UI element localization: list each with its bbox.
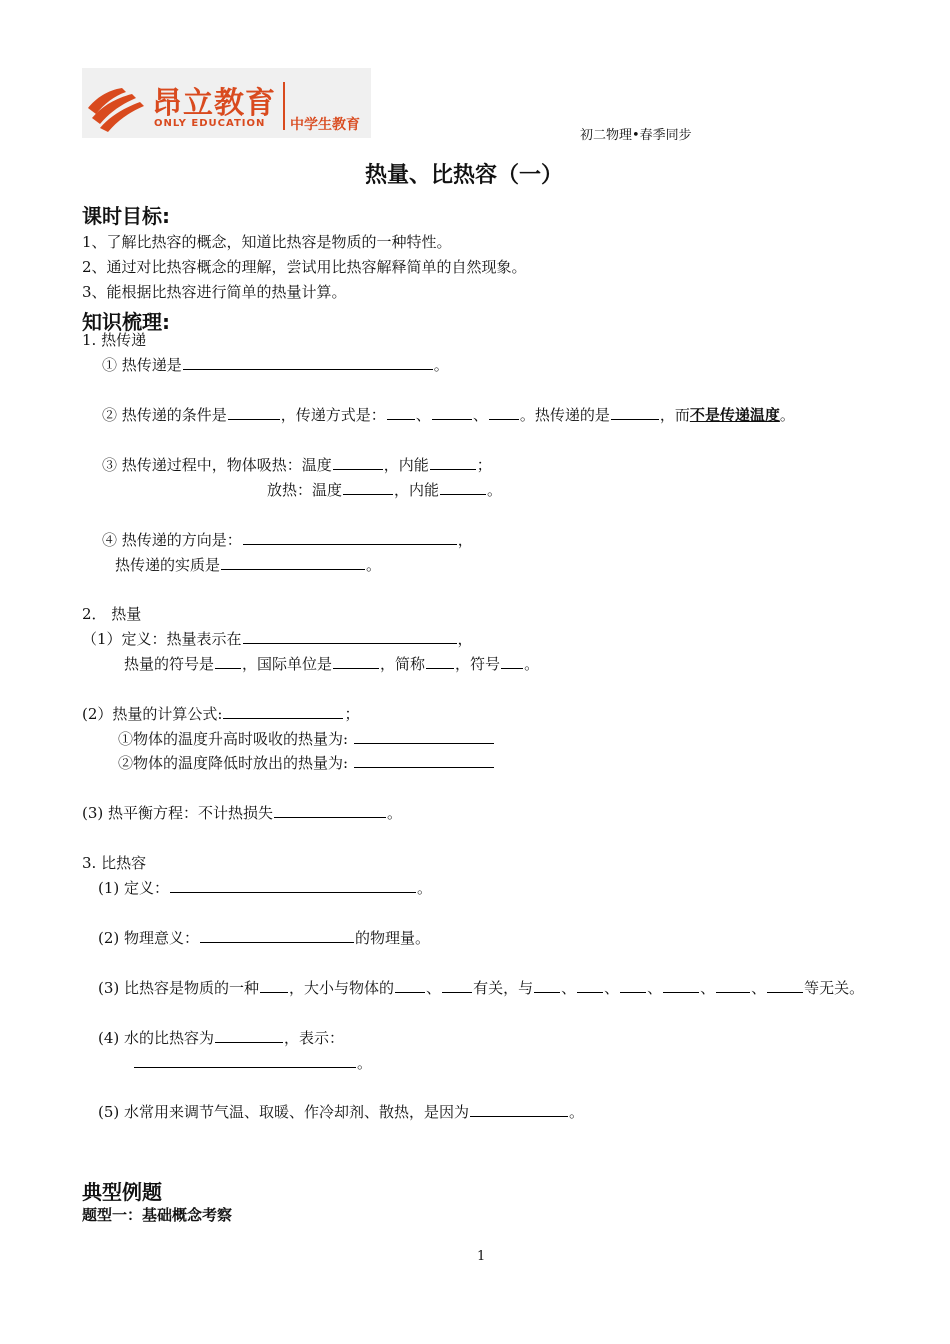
s1-q2: ② 热传递的条件是 ，传递方式是： 、 、 。热传递的是 ，而不是传递温度。 [102, 406, 795, 424]
s3-p3: (3) 比热容是物质的一种 ，大小与物体的 、 有关，与 、 、 、 、 、 等无关。 [98, 979, 865, 997]
objectives-heading: 课时目标: [82, 204, 170, 228]
objective-item: 3、能根据比热容进行简单的热量计算。 [82, 283, 347, 301]
objective-item: 2、通过对比热容概念的理解，尝试用比热容解释简单的自然现象。 [82, 258, 527, 276]
s1-q4a: ④ 热传递的方向是： ， [102, 531, 473, 549]
logo-en-text: ONLY EDUCATION [154, 118, 266, 129]
s1-q4b: 热传递的实质是 。 [115, 556, 382, 574]
page-title: 热量、比热容（一） [365, 163, 564, 188]
logo-cn-text: 昂立教育 [152, 86, 276, 121]
examples-heading: 典型例题 [82, 1180, 162, 1204]
logo-sub-text: 中学生教育 [290, 117, 360, 133]
section-3-title: 3. 比热容 [82, 854, 147, 872]
s3-p4b: 。 [133, 1053, 372, 1073]
s2-f1: (2）热量的计算公式: ； [82, 705, 360, 723]
s3-p1: (1) 定义： 。 [98, 879, 433, 897]
s1-q3b: 放热：温度 ，内能 。 [267, 481, 503, 499]
s2-f3: ②物体的温度降低时放出的热量为: [118, 753, 495, 773]
s2-d1: （1）定义：热量表示在 ， [82, 630, 473, 648]
course-label: 初二物理•春季同步 [580, 128, 692, 143]
knowledge-heading: 知识梳理: [82, 310, 170, 334]
objective-item: 1、了解比热容的概念，知道比热容是物质的一种特性。 [82, 233, 452, 251]
s3-p5: (5) 水常用来调节气温、取暖、作冷却剂、散热，是因为 。 [98, 1103, 585, 1121]
examples-subheading: 题型一：基础概念考察 [82, 1206, 233, 1224]
s2-f2: ①物体的温度升高时吸收的热量为: [118, 729, 495, 749]
s1-q3a: ③ 热传递过程中，物体吸热：温度 ，内能 ； [102, 456, 492, 474]
s2-d2: 热量的符号是 ，国际单位是 ，简称 ，符号 。 [124, 655, 540, 673]
s3-p4: (4) 水的比热容为 ，表示： [98, 1029, 345, 1047]
section-2-title: 2． 热量 [82, 605, 142, 623]
s3-p2: (2) 物理意义： 的物理量。 [98, 929, 431, 947]
s1-q1: ① 热传递是 。 [102, 356, 449, 374]
page-number: 1 [477, 1249, 486, 1264]
section-1-title: 1. 热传递 [82, 331, 147, 349]
logo [82, 68, 371, 138]
s2-f4: (3) 热平衡方程：不计热损失 。 [82, 804, 403, 822]
